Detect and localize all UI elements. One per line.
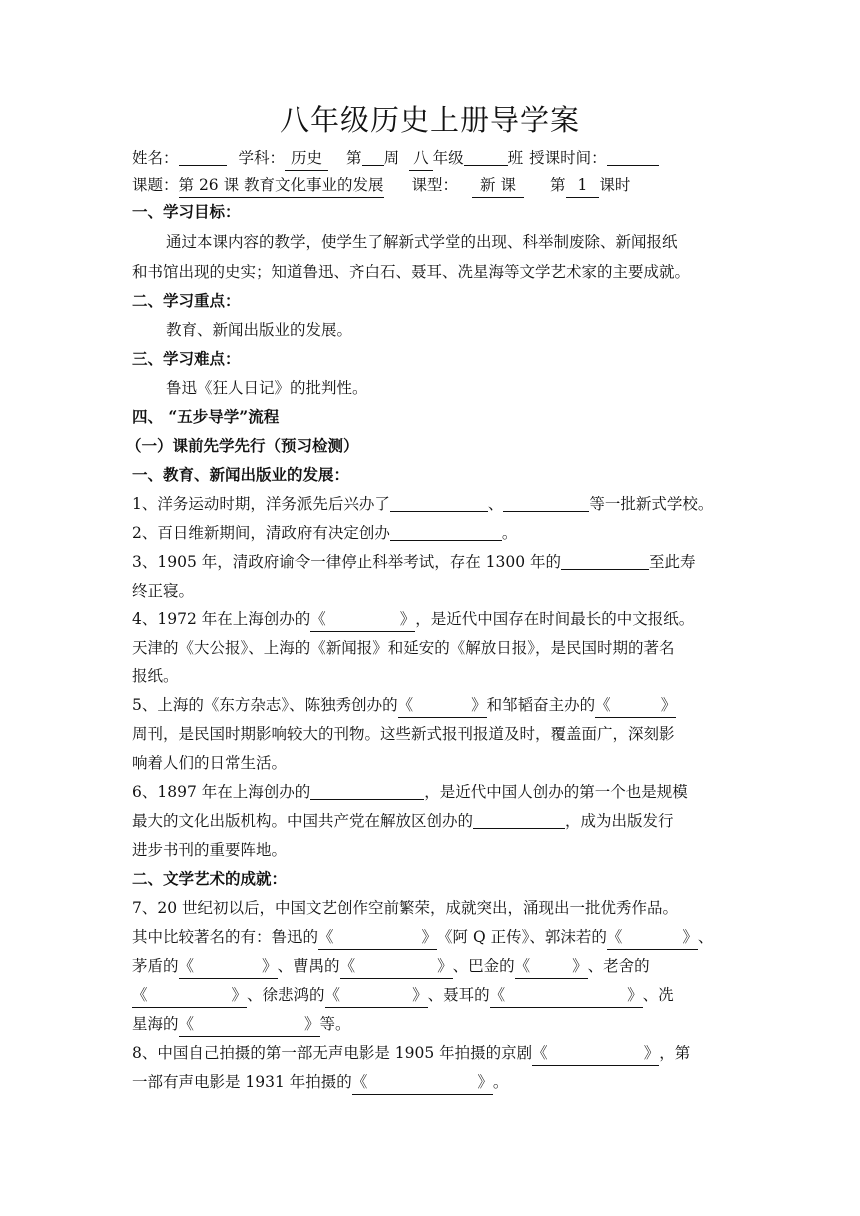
q5-text: 5、上海的《东方杂志》、陈独秀创办的 bbox=[132, 696, 398, 714]
q5-blank-2 bbox=[595, 693, 676, 718]
q7-blank-xianxinghai bbox=[179, 1012, 320, 1037]
period-value: 1 bbox=[566, 173, 600, 198]
q6-line2-tail: ，成为出版发行 bbox=[565, 812, 674, 830]
info-line bbox=[132, 146, 659, 171]
q7-line2-mid: 《阿 Q 正传》、郭沫若的 bbox=[437, 928, 607, 946]
class-field bbox=[464, 148, 508, 166]
q2-blank bbox=[390, 523, 502, 541]
q7-lq-6: 《 bbox=[132, 986, 148, 1004]
section-difficulty-heading: 三、学习难点： bbox=[132, 349, 241, 368]
q4-lq: 《 bbox=[310, 610, 326, 628]
q5-lq-2: 《 bbox=[595, 696, 611, 714]
subject-value: 历史 bbox=[285, 146, 328, 171]
grade-value: 八 bbox=[409, 146, 433, 171]
week-field bbox=[362, 148, 384, 166]
question-8-line-2 bbox=[132, 1070, 508, 1095]
question-4-line-3: 报纸。 bbox=[132, 667, 179, 685]
q7-line3-d: 、老舍的 bbox=[587, 957, 650, 975]
q3-text: 3、1905 年，清政府谕令一律停止科举考试，存在 1300 年的 bbox=[132, 553, 562, 571]
q2-tail: 。 bbox=[501, 524, 518, 542]
question-4-line-2: 天津的《大公报》、上海的《新闻报》和延安的《解放日报》，是民国时期的著名 bbox=[132, 639, 675, 657]
q7-blank-guomoruo bbox=[607, 925, 698, 950]
type-value: 新 课 bbox=[472, 173, 524, 198]
q7-blank-caoyu bbox=[340, 954, 453, 979]
q1-sep: 、 bbox=[487, 495, 504, 513]
q5-rq-1: 》 bbox=[471, 696, 487, 714]
q7-rq-8: 》 bbox=[627, 986, 643, 1004]
q7-lq-3: 《 bbox=[178, 957, 195, 975]
q7-blank-bajin bbox=[515, 954, 588, 979]
subject-label: 学科： bbox=[238, 149, 286, 167]
q8-line1-text: 8、中国自己拍摄的第一部无声电影是 1905 年拍摄的京剧 bbox=[132, 1044, 533, 1062]
name-field bbox=[179, 148, 227, 166]
q8-line2-tail: 。 bbox=[492, 1073, 509, 1091]
q8-line2-text: 一部有声电影是 1931 年拍摄的 bbox=[132, 1073, 352, 1091]
q5-blank-1 bbox=[398, 693, 487, 718]
q7-blank-xubeihong bbox=[325, 983, 428, 1008]
topic-label: 课题： bbox=[132, 176, 179, 194]
q7-rq-5: 》 bbox=[572, 957, 588, 975]
part-literature-heading: 二、文学艺术的成就： bbox=[132, 869, 288, 888]
week-prefix: 第 bbox=[346, 149, 362, 167]
q7-line4-c: 、冼 bbox=[642, 986, 674, 1004]
question-7-line-3 bbox=[132, 954, 650, 979]
q6-blank-2 bbox=[473, 811, 565, 829]
focus-text: 教育、新闻出版业的发展。 bbox=[166, 321, 353, 339]
q7-rq-4: 》 bbox=[437, 957, 453, 975]
q5-lq-1: 《 bbox=[397, 696, 414, 714]
q7-lq-7: 《 bbox=[324, 986, 341, 1004]
question-4 bbox=[132, 607, 694, 632]
q6-text: 6、1897 年在上海创办的 bbox=[132, 783, 311, 801]
q7-line5-tail: 等。 bbox=[319, 1015, 351, 1033]
q7-line4-b: 、聂耳的 bbox=[427, 986, 490, 1004]
q7-line2-tail: 、 bbox=[697, 928, 714, 946]
name-label: 姓名： bbox=[132, 149, 179, 167]
q4-blank bbox=[310, 607, 415, 632]
q5-mid: 和邹韬奋主办的 bbox=[486, 696, 596, 714]
page-title: 八年级历史上册导学案 bbox=[279, 103, 580, 137]
type-label: 课型： bbox=[411, 176, 459, 194]
q7-blank-luxun bbox=[318, 925, 437, 950]
q8-blank-2 bbox=[352, 1070, 493, 1095]
objectives-line-1: 通过本课内容的教学，使学生了解新式学堂的出现、科举制废除、新闻报纸 bbox=[166, 233, 678, 251]
part-education-heading: 一、教育、新闻出版业的发展： bbox=[132, 465, 350, 484]
q7-lq-5: 《 bbox=[514, 957, 531, 975]
question-7-line-4 bbox=[132, 983, 674, 1008]
objectives-line-2: 和书馆出现的史实；知道鲁迅、齐白石、聂耳、冼星海等文学艺术家的主要成就。 bbox=[132, 263, 691, 281]
q7-rq-3: 》 bbox=[262, 957, 278, 975]
q8-lq-2: 《 bbox=[351, 1073, 368, 1091]
time-label: 授课时间： bbox=[529, 149, 607, 167]
question-6 bbox=[132, 780, 688, 804]
q7-lq-4: 《 bbox=[339, 957, 356, 975]
q8-blank-1 bbox=[532, 1041, 659, 1066]
process-subheading: （一）课前先学先行（预习检测） bbox=[126, 436, 359, 455]
question-3 bbox=[132, 550, 696, 574]
q1-blank-1 bbox=[390, 494, 488, 512]
q5-rq-2: 》 bbox=[660, 696, 677, 714]
question-2 bbox=[132, 521, 517, 545]
q1-tail: 等一批新式学校。 bbox=[589, 495, 714, 513]
q3-tail: 至此寿 bbox=[649, 553, 696, 571]
topic-value: 第 26 课 教育文化事业的发展 bbox=[179, 173, 384, 198]
week-suffix: 周 bbox=[383, 149, 400, 167]
q6-tail: ，是近代中国人创办的第一个也是规模 bbox=[424, 783, 688, 801]
difficulty-text: 鲁迅《狂人日记》的批判性。 bbox=[166, 379, 368, 397]
q7-line4-a: 、徐悲鸿的 bbox=[247, 986, 325, 1004]
q7-blank-laoshe bbox=[132, 983, 247, 1008]
q7-rq-9: 》 bbox=[304, 1015, 320, 1033]
q1-blank-2 bbox=[503, 494, 589, 512]
q1-text: 1、洋务运动时期，洋务派先后兴办了 bbox=[132, 495, 390, 513]
q7-rq-1: 》 bbox=[421, 928, 438, 946]
question-3-cont: 终正寝。 bbox=[132, 582, 195, 600]
q8-lq-1: 《 bbox=[532, 1044, 548, 1062]
q7-lq-1: 《 bbox=[318, 928, 334, 946]
q7-line5-text: 星海的 bbox=[132, 1015, 179, 1033]
q7-line3-c: 、巴金的 bbox=[452, 957, 515, 975]
q7-blank-maodun bbox=[179, 954, 278, 979]
period-prefix: 第 bbox=[549, 176, 566, 194]
q7-line2-text: 其中比较著名的有：鲁迅的 bbox=[132, 928, 319, 946]
q8-rq-1: 》 bbox=[643, 1044, 660, 1062]
q8-line1-tail: ，第 bbox=[659, 1044, 691, 1062]
question-7-line-1: 7、20 世纪初以后，中国文艺创作空前繁荣，成就突出，涌现出一批优秀作品。 bbox=[132, 899, 679, 917]
question-5-line-3: 响着人们的日常生活。 bbox=[132, 754, 288, 772]
q7-lq-8: 《 bbox=[489, 986, 506, 1004]
question-1 bbox=[132, 492, 713, 516]
q4-tail: ，是近代中国存在时间最长的中文报纸。 bbox=[415, 610, 695, 628]
q7-rq-7: 》 bbox=[412, 986, 428, 1004]
question-5-line-2: 周刊，是民国时期影响较大的刊物。这些新式报刊报道及时，覆盖面广，深刻影 bbox=[132, 725, 675, 743]
question-7-line-2 bbox=[132, 925, 713, 950]
section-focus-heading: 二、学习重点： bbox=[132, 291, 241, 310]
section-process-heading: 四、 “五步导学”流程 bbox=[132, 407, 280, 426]
question-7-line-5 bbox=[132, 1012, 351, 1037]
q6-blank-1 bbox=[310, 782, 424, 800]
grade-suffix: 年级 bbox=[432, 149, 464, 167]
section-objectives-heading: 一、学习目标： bbox=[132, 202, 241, 221]
period-suffix: 课时 bbox=[599, 176, 631, 194]
q2-text: 2、百日维新期间，清政府有决定创办 bbox=[132, 524, 390, 542]
question-8-line-1 bbox=[132, 1041, 690, 1066]
topic-line bbox=[132, 173, 630, 198]
q7-lq-9: 《 bbox=[178, 1015, 195, 1033]
q7-rq-2: 》 bbox=[682, 928, 698, 946]
question-6-line-3: 进步书刊的重要阵地。 bbox=[132, 841, 288, 859]
time-field bbox=[607, 148, 659, 166]
q7-lq-2: 《 bbox=[606, 928, 623, 946]
q3-blank bbox=[561, 552, 649, 570]
q7-rq-6: 》 bbox=[231, 986, 248, 1004]
question-6-line-2 bbox=[132, 809, 674, 833]
q6-line2-text: 最大的文化出版机构。中国共产党在解放区创办的 bbox=[132, 812, 474, 830]
class-suffix: 班 bbox=[507, 149, 524, 167]
q7-line3-b: 、曹禺的 bbox=[277, 957, 340, 975]
q7-line3-text: 茅盾的 bbox=[132, 957, 179, 975]
q8-rq-2: 》 bbox=[477, 1073, 493, 1091]
q7-blank-nieer bbox=[490, 983, 643, 1008]
q4-text: 4、1972 年在上海创办的 bbox=[132, 610, 311, 628]
question-5 bbox=[132, 693, 676, 718]
q4-rq: 》 bbox=[399, 610, 416, 628]
